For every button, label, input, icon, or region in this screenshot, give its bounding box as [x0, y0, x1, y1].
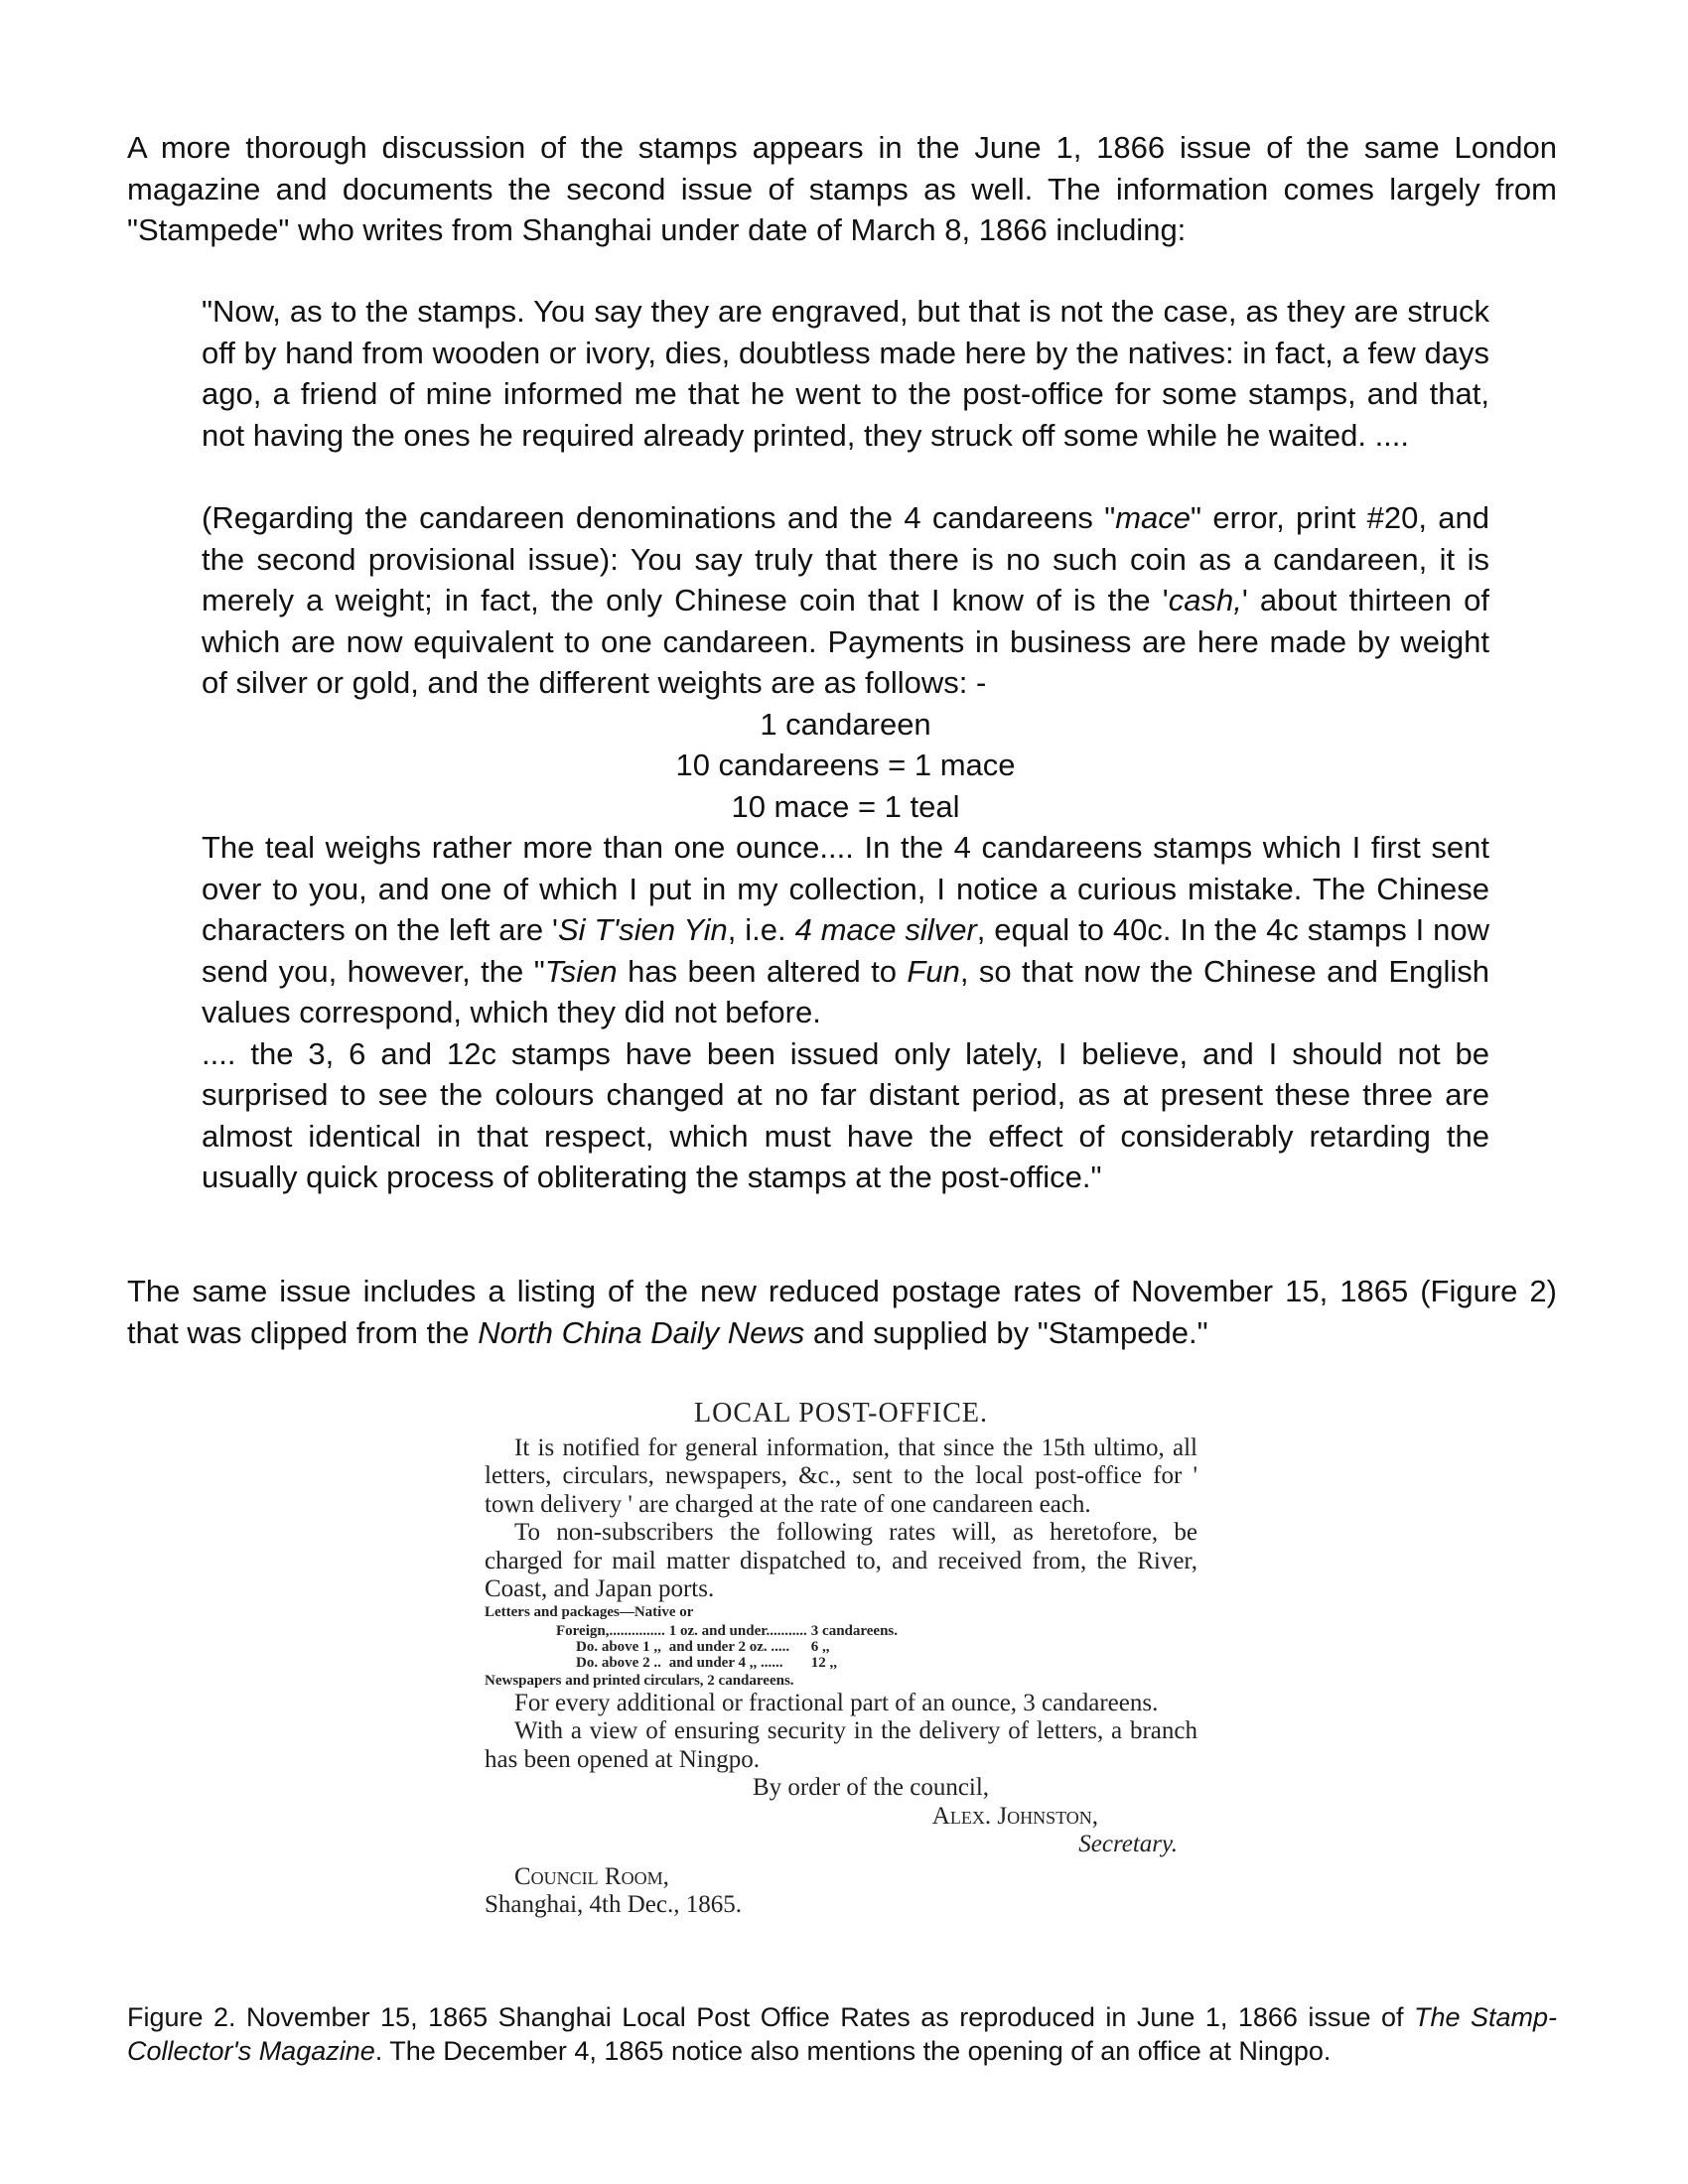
rates-intro: Letters and packages—Native or	[485, 1603, 694, 1620]
quote-paragraph-3: The teal weighs rather more than one ounce.... In the 4 candareens stamps which I first sent over to you, and one of which I put in my collection, I notice a curious mistake. The Chinese characters on the left are 'Si T'sien Yin, i.e. 4 mace silver, equal to 40c. In the 4c stamps I now send you, however, the "Tsien has been altered to Fun, so that now the Chinese and English values correspond, which they did not before.	[202, 830, 1490, 1029]
signer-title: Secretary.	[1078, 1831, 1178, 1857]
cash-word: cash,	[1168, 583, 1242, 617]
newspapers-rate: Newspapers and printed circulars, 2 candareens.	[485, 1672, 794, 1689]
rates-table	[485, 1623, 902, 1671]
quote-paragraph-4: .... the 3, 6 and 12c stamps have been issued only lately, I believe, and I should not be surprised to see the colours changed at no far distant period, as at present these three are almost identical in that respect, which must have the effect of considerably retarding the usually quick process of obliterating the stamps at the post-office."	[202, 1035, 1489, 1194]
table-row: Do. above 2 .. and under 4 ,, ...... 12 ,,	[576, 1654, 838, 1671]
clipping-paragraph-4: With a view of ensuring security in the delivery of letters, a branch has been opened at Ningpo.	[485, 1717, 1197, 1773]
after-paragraph	[127, 1271, 1557, 1353]
place-date: Shanghai, 4th Dec., 1865.	[485, 1891, 742, 1918]
magazine-name: The Stamp-Collector's Magazine	[127, 2002, 1557, 2066]
clipping-paragraph-2: To non-subscribers the following rates will, as heretofore, be charged for mail matter dispatched to, and received from, the River, Coast, and Japan ports.	[485, 1519, 1197, 1602]
newspaper-name: North China Daily News	[478, 1314, 805, 1350]
quote-paragraph-1: "Now, as to the stamps. You say they are engraved, but that is not the case, as they are struck off by hand from wooden or ivory, dies, doubtless made here by the natives: in fact, a few days ago, a friend of mine informed me that he went to the post-office for some stamps, and that, not having the ones he required already printed, they struck off some while he waited. ....	[202, 294, 1489, 453]
mace-word: mace	[1115, 500, 1192, 535]
weight-line-1: 1 candareen	[760, 706, 931, 742]
intro-text: A more thorough discussion of the stamps appears in the June 1, 1866 issue of the same London magazine and documents the second issue of stamps as well. The information comes largely from "Stampede" who writes from Shanghai under date of March 8, 1866 including:	[127, 130, 1557, 247]
figure-caption: Figure 2. November 15, 1865 Shanghai Local Post Office Rates as reproduced in June 1, 1866 issue of The Stamp-Collector's Magazine. The December 4, 1865 notice also mentions the opening of an office at Ningpo.	[127, 2002, 1557, 2066]
clipping-paragraph-1: It is notified for general information, that since the 15th ultimo, all letters, circulars, newspapers, &c., sent to the local post-office for ' town delivery ' are charged at the rate of one candareen each.	[485, 1433, 1197, 1518]
signer-name: Alex. Johnston,	[931, 1802, 1098, 1830]
after-text: The same issue includes a listing of the new reduced postage rates of November 15, 1865 (Figure 2) that was clipped from the North China Daily News and supplied by "Stampede."	[127, 1274, 1557, 1350]
intro-paragraph	[127, 127, 1557, 251]
council-room: Council Room,	[514, 1862, 669, 1890]
weight-line-3: 10 mace = 1 teal	[731, 788, 960, 824]
quote-paragraph-2: (Regarding the candareen denominations and the 4 candareens "mace" error, print #20, and the second provisional issue): You say truly that there is no such coin as a candareen, it is merely a weight; in fact, the only Chinese coin that I know of is the 'cash,' about thirteen of which are now equivalent to one candareen. Payments in business are here made by weight of silver or gold, and the different weights are as follows: -	[202, 500, 1489, 700]
quoted-letter	[202, 291, 1489, 1198]
newspaper-clipping	[485, 1400, 1197, 1920]
table-row: Foreign,............... 1 oz. and under........... 3 candareens.	[556, 1622, 899, 1639]
weight-line-2: 10 candareens = 1 mace	[675, 748, 1016, 782]
by-order-line: By order of the council,	[752, 1774, 990, 1801]
table-row: Do. above 1 ,, and under 2 oz. ..... 6 ,,	[576, 1638, 830, 1655]
clipping-heading: LOCAL POST-OFFICE.	[694, 1398, 988, 1429]
clipping-paragraph-3: For every additional or fractional part of an ounce, 3 candareens.	[514, 1689, 1159, 1716]
